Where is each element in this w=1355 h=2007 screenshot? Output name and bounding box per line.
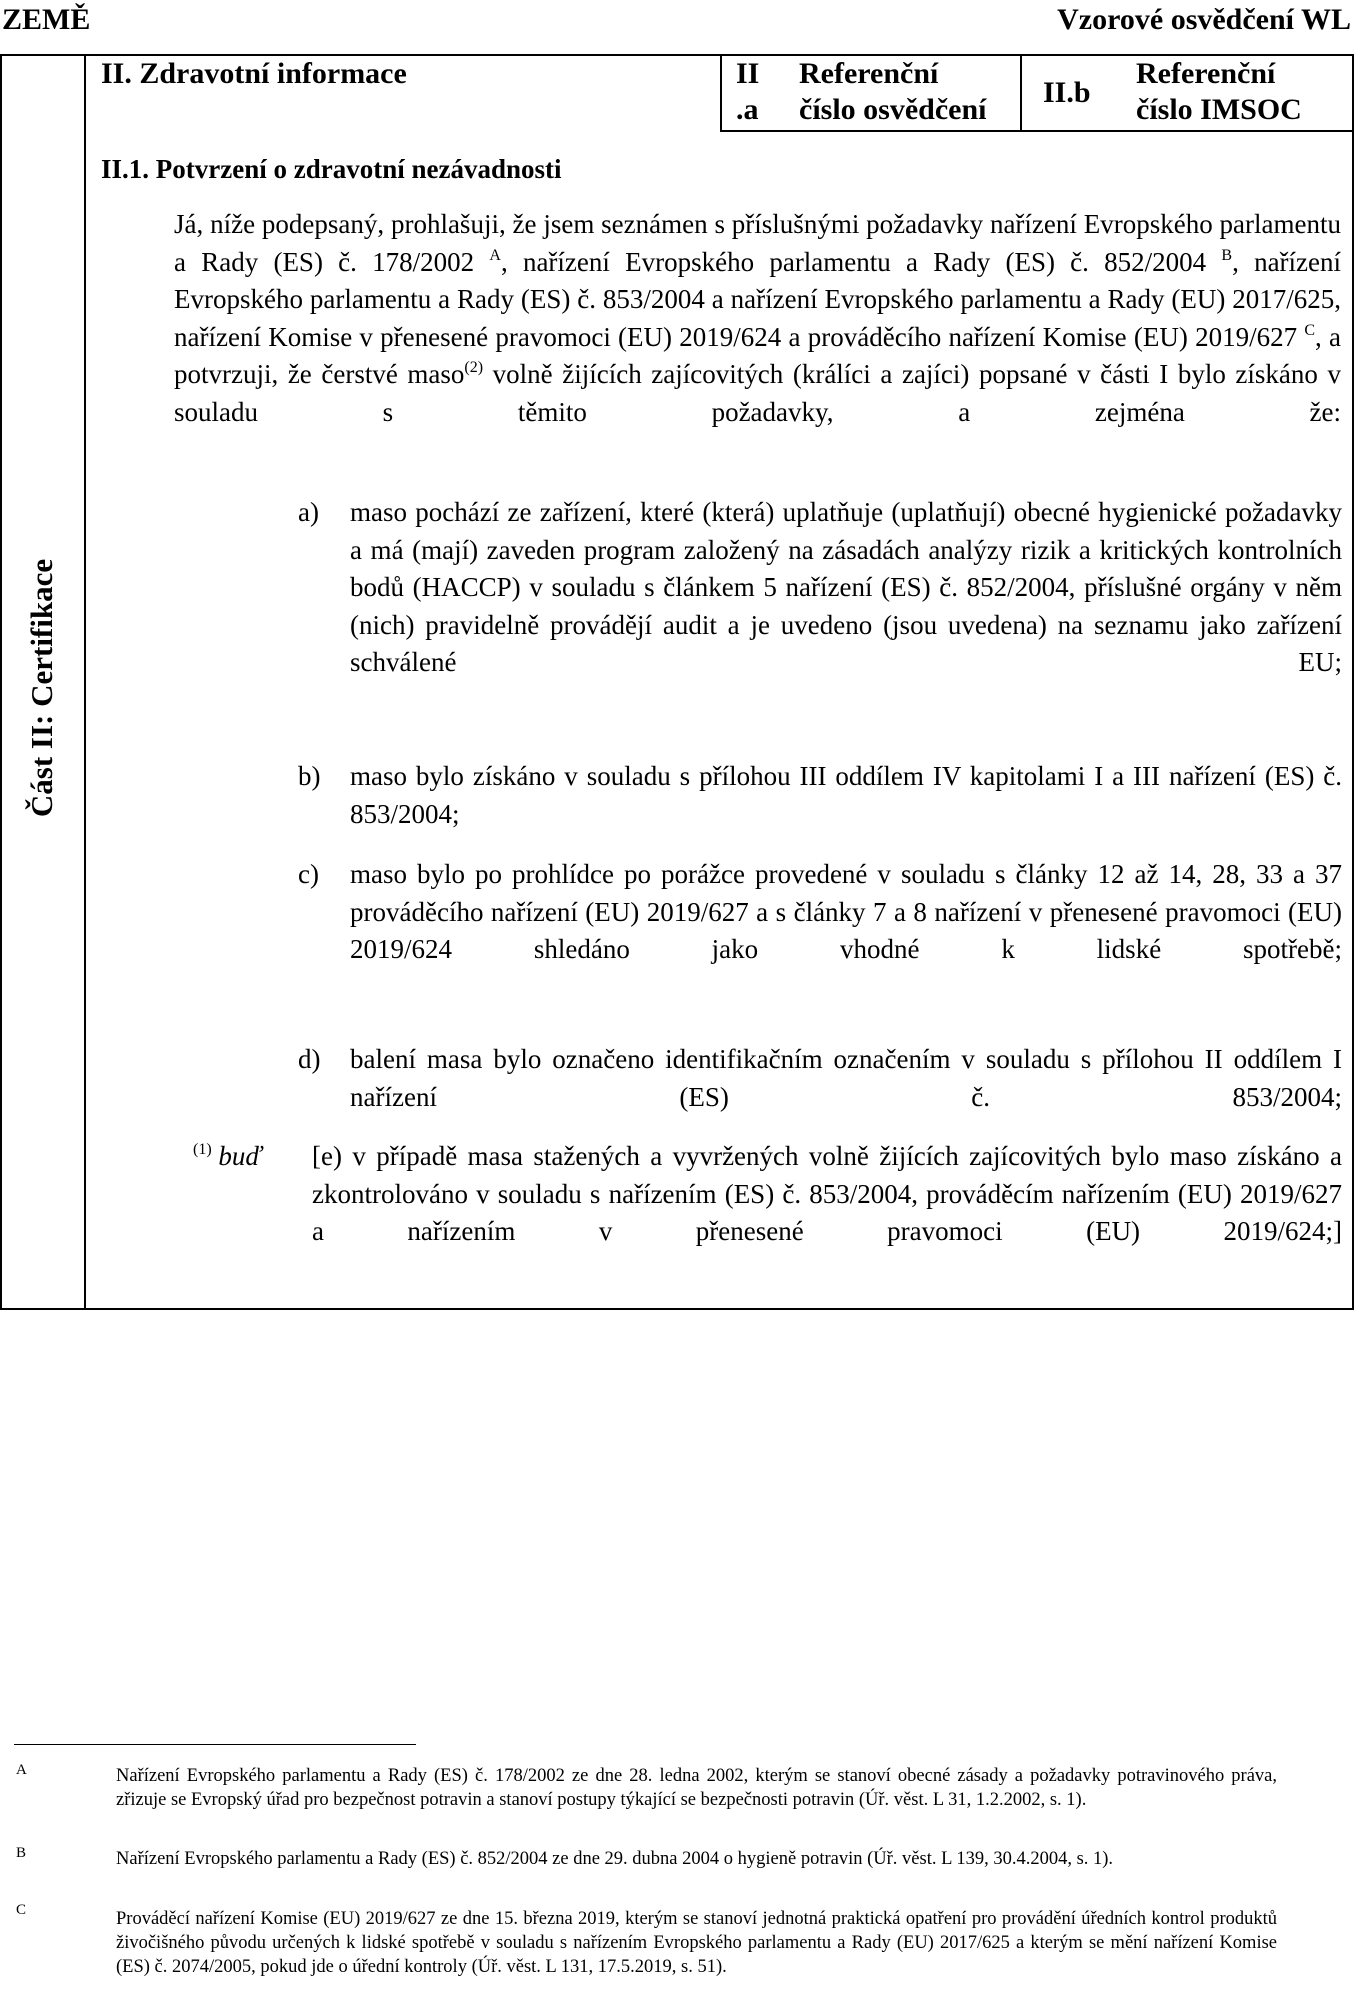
item-label-b: b)	[298, 761, 321, 791]
item-label-a: a)	[298, 497, 319, 527]
item-text-c: maso bylo po prohlídce po porážce provedené v souladu s články 12 až 14, 28, 33 a 37 prováděcího nařízení (EU) 2019/627 a s články 7 a 8 nařízení v přenesené pravomoci (EU) 2019/624 shledáno jako vhodné k lidské spotřebě;	[350, 859, 1342, 964]
footnote-ref-a: A	[489, 246, 501, 264]
footnote-separator	[14, 1744, 416, 1745]
header-certificate-title: Vzorové osvědčení WL	[1057, 3, 1351, 36]
footnote-c: Prováděcí nařízení Komise (EU) 2019/627 ze dne 15. března 2019, kterým se stanoví jednotná praktická opatření pro provádění úředních kontrol produktů živočišného původu určených k lidské spotřebě v souladu s nařízením Evropského parlamentu a Rady (EU) 2017/625 a kterým se mění nařízení Komise (ES) č. 2074/2005, pokud jde o úřední kontroly (Úř. věst. L 131, 17.5.2019, s. 51).	[116, 1909, 1277, 1977]
footnote-letter-a: A	[16, 1762, 27, 1778]
item-label-d: d)	[298, 1044, 321, 1074]
item-text-a: maso pochází ze zařízení, které (která) uplatňuje (uplatňují) obecné hygienické požadavky a má (mají) zaveden program založený na zásadách analýzy rizik a kritických kontrolních bodů (HACCP) v souladu s článkem 5 nařízení (ES) č. 852/2004, příslušné orgány v něm (nich) pravidelně provádějí audit a je uvedeno (jsou uvedena) na seznamu jako zařízení schválené EU;	[350, 497, 1342, 677]
reference-box-b-code: II.b	[1043, 76, 1091, 109]
health-info-title: II. Zdravotní informace	[101, 57, 407, 90]
footnote-b: Nařízení Evropského parlamentu a Rady (ES) č. 852/2004 ze dne 29. dubna 2004 o hygieně potravin (Úř. věst. L 139, 30.4.2004, s. 1).	[116, 1849, 1114, 1869]
footnote-letter-b: B	[16, 1845, 27, 1861]
reference-box-a-label: Referenční číslo osvědčení	[799, 57, 987, 126]
footnote-ref-b: B	[1221, 246, 1233, 264]
footnote-ref-2: (2)	[464, 359, 484, 376]
footnote-ref-c: C	[1304, 321, 1316, 339]
side-column-divider	[84, 54, 86, 1310]
side-label: Část II: Certifikace	[24, 558, 59, 818]
optional-clause-marker: $^{(1)}$ buď	[193, 1141, 262, 1171]
section-heading: II.1. Potvrzení o zdravotní nezávadnosti	[101, 154, 562, 184]
item-text-b: maso bylo získáno v souladu s přílohou III oddílem IV kapitolami I a III nařízení (ES) č. 853/2004;	[350, 761, 1342, 829]
footnote-a: Nařízení Evropského parlamentu a Rady (ES) č. 178/2002 ze dne 28. ledna 2002, kterým se stanoví obecné zásady a požadavky potravinového práva, zřizuje se Evropský úřad pro bezpečnost potravin a stanoví postupy týkající se bezpečnosti potravin (Úř. věst. L 31, 1.2.2002, s. 1).	[116, 1766, 1277, 1810]
optional-clause-text: [e) v případě masa stažených a vyvržených volně žijících zajícovitých bylo maso získáno a zkontrolováno v souladu s nařízením (ES) č. 853/2004, prováděcím nařízením (EU) 2019/627 a nařízením v přenesené pravomoci (EU) 2019/624;]	[312, 1141, 1342, 1246]
header-country: ZEMĚ	[2, 3, 91, 36]
footnote-letter-c: C	[16, 1902, 27, 1918]
reference-box-b-label: Referenční číslo IMSOC	[1136, 57, 1302, 126]
reference-box-a-code: II .a	[736, 57, 760, 126]
item-text-d: balení masa bylo označeno identifikačním označením v souladu s přílohou II oddílem I nařízení (ES) č. 853/2004;	[350, 1044, 1342, 1112]
intro-paragraph: Já, níže podepsaný, prohlašuji, že jsem seznámen s příslušnými požadavky nařízení Evropského parlamentu a Rady (ES) č. 178/2002 $^A$, nařízení Evropského parlamentu a Rady (ES) č. 852/2004 $^B$, nařízení Evropského parlamentu a Rady (ES) č. 853/2004 a nařízení Evropského parlamentu a Rady (EU) 2017/625, nařízení Komise v přenesené pravomoci (EU) 2019/624 a prováděcího nařízení Komise (EU) 2019/627 $^C$, a potvrzuji, že čerstvé maso$^{(2)}$ volně žijících zajícovitých (králíci a zajíci) popsané v části I bylo získáno v souladu s těmito požadavky, a zejména že:	[174, 209, 1342, 427]
item-label-c: c)	[298, 859, 319, 889]
